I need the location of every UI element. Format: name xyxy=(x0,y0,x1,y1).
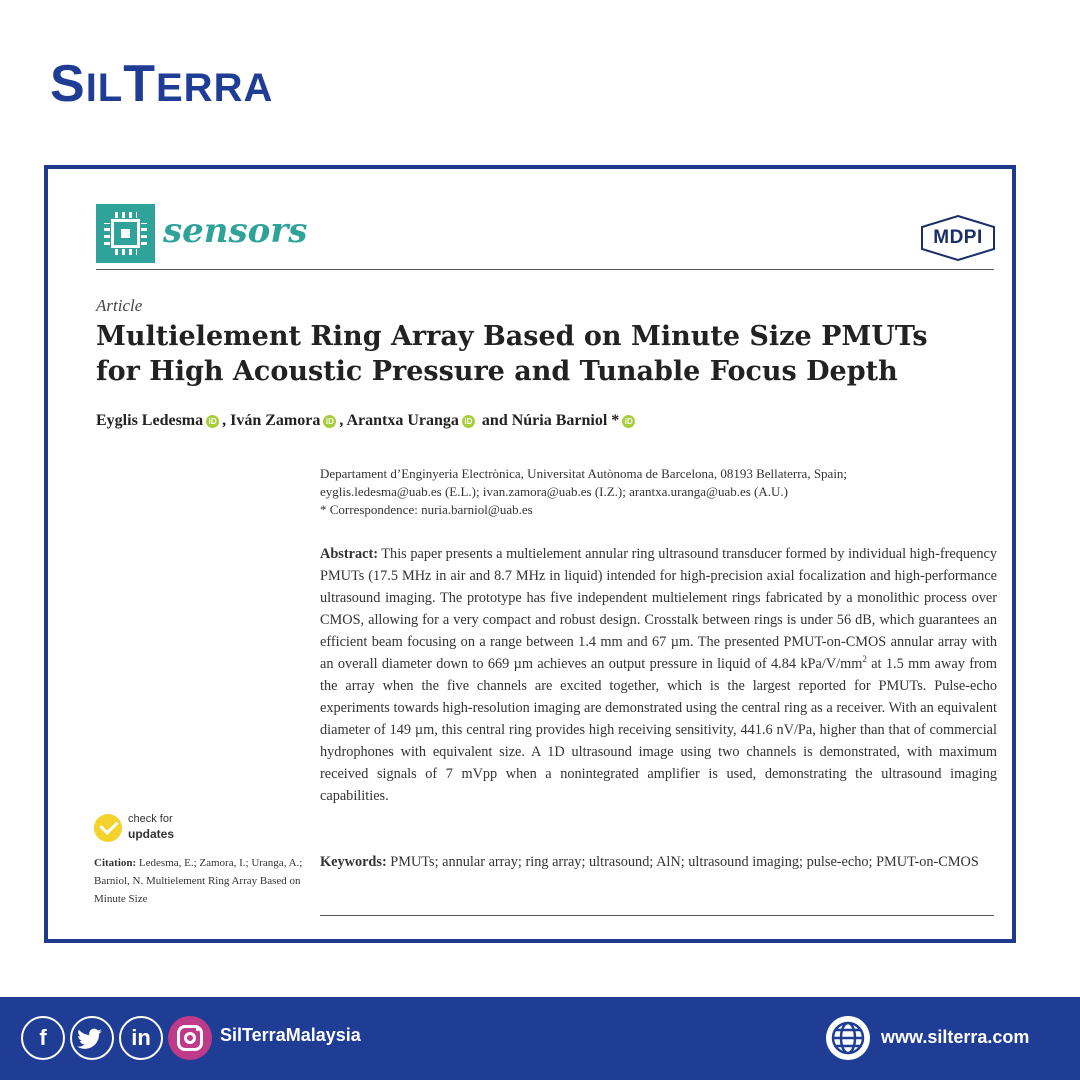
keywords: Keywords: PMUTs; annular array; ring array; ultrasound; AlN; ultrasound imaging; pulse-echo; PMUT-on-CMOS xyxy=(320,854,979,870)
globe-icon xyxy=(826,1016,870,1060)
author-name[interactable]: Iván Zamora xyxy=(230,412,321,429)
paper-card xyxy=(44,165,1016,943)
twitter-icon[interactable] xyxy=(70,1016,114,1060)
orcid-icon[interactable]: iD xyxy=(206,415,219,428)
silterra-logo: SILTERRA xyxy=(50,55,274,113)
affiliation: Departament d’Enginyeria Electrònica, Universitat Autònoma de Barcelona, 08193 Bellaterra, Spain; eyglis.ledesma@uab.es (E.L.); ivan.zamora@uab.es (I.Z.); arantxa.uranga@uab.es (A.U.) * Correspondence: nuria.barniol@uab.es xyxy=(320,466,848,517)
bottom-divider xyxy=(320,915,994,916)
facebook-icon[interactable]: f xyxy=(21,1016,65,1060)
linkedin-icon[interactable]: in xyxy=(119,1016,163,1060)
sensors-chip-icon xyxy=(96,204,155,263)
social-handle[interactable]: SilTerraMalaysia xyxy=(220,1025,361,1045)
author-name[interactable]: Núria Barniol xyxy=(511,412,608,429)
check-for-updates-button[interactable]: check for updates xyxy=(94,812,204,846)
instagram-icon[interactable] xyxy=(168,1016,212,1060)
author-name[interactable]: Arantxa Uranga xyxy=(346,412,459,429)
citation: Citation: Ledesma, E.; Zamora, I.; Uranga, A.; Barniol, N. Multielement Ring Array Based on Minute Size xyxy=(94,857,303,905)
orcid-icon[interactable]: iD xyxy=(323,415,336,428)
article-type: Article xyxy=(96,296,143,315)
orcid-icon[interactable]: iD xyxy=(622,415,635,428)
author-name[interactable]: Eyglis Ledesma xyxy=(96,412,204,429)
website-link[interactable]: www.silterra.com xyxy=(881,1027,1030,1047)
abstract: Abstract: This paper presents a multielement annular ring ultrasound transducer formed by individual high-frequency PMUTs (17.5 MHz in air and 8.7 MHz in liquid) intended for high-precision axial focalization and high-performance ultrasound imaging. The prototype has five independent multielement rings fabricated by a monolithic process over CMOS, allowing for a very compact and robust design. Crosstalk between rings is under 56 dB, which guarantees an efficient beam focusing on a range between 1.4 mm and 67 µm. The presented PMUT-on-CMOS annular array with an overall diameter down to 669 µm achieves an output pressure in liquid of 4.84 kPa/$V/mm^2$ at 1.5 mm away from the array when the five channels are excited together, which is the largest reported for PMUTs. Pulse-echo experiments towards high-resolution imaging are demonstrated using the central ring as a receiver. With an equivalent diameter of 149 µm, this central ring provides high receiving sensitivity, 441.6 nV/Pa, higher than that of commercial hydrophones with equivalent size. A 1D ultrasound image using two channels is demonstrated, with maximum received signals of 7 mVpp when a nonintegrated amplifier is used, demonstrating the ultrasound imaging capabilities. xyxy=(320,546,997,804)
orcid-icon[interactable]: iD xyxy=(462,415,475,428)
header-divider xyxy=(96,269,994,270)
journal-name: sensors xyxy=(163,211,308,251)
mdpi-logo: MDPI xyxy=(920,215,996,261)
author-list: Eyglis Ledesma iD , Iván Zamora iD , Arantxa Uranga iD and Núria Barniol * iD xyxy=(96,412,638,430)
paper-title: Multielement Ring Array Based on Minute Size PMUTs for High Acoustic Pressure and Tunable Focus Depth xyxy=(96,321,928,387)
footer-bar xyxy=(0,997,1080,1080)
check-icon xyxy=(94,814,122,842)
